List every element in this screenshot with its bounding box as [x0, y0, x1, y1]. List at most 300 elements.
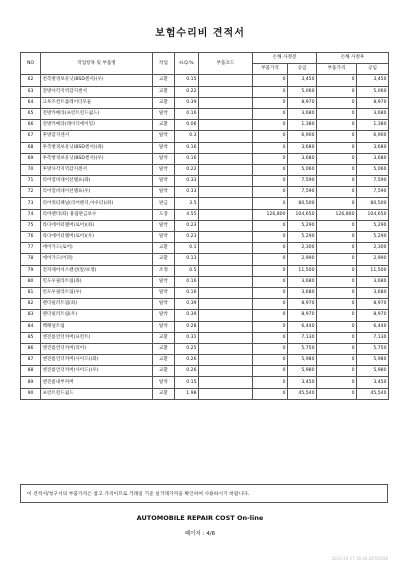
row-hq: 0.15 [175, 377, 199, 388]
row-after-labor: 5,750 [357, 343, 389, 354]
row-part-code [199, 164, 253, 175]
row-hq: 4.55 [175, 209, 199, 220]
row-after-labor: 5,060 [357, 86, 389, 97]
row-before-part-price: 0 [253, 388, 288, 399]
table-row [21, 131, 389, 142]
row-before-labor: 3,680 [288, 276, 317, 287]
row-after-part-price: 0 [317, 321, 357, 332]
row-item-name: 리어컴비네이션램프(우) [41, 187, 153, 198]
row-item-name: 라디에이터램버(로어)(좌) [41, 220, 153, 231]
table-row [21, 120, 389, 131]
row-before-part-price: 0 [253, 287, 288, 298]
row-after-labor: 8,970 [357, 310, 389, 321]
row-work: 판금 [153, 198, 175, 209]
row-work: 탈착 [153, 187, 175, 198]
row-before-labor: 11,500 [288, 265, 317, 276]
row-no: 67 [21, 131, 41, 142]
row-before-labor: 8,970 [288, 310, 317, 321]
table-row [21, 108, 389, 119]
row-after-labor: 3,680 [357, 276, 389, 287]
table-row [21, 332, 389, 343]
row-after-part-price: 0 [317, 198, 357, 209]
row-work: 교환 [153, 97, 175, 108]
row-after-part-price: 0 [317, 276, 357, 287]
row-hq: 0.33 [175, 187, 199, 198]
row-before-part-price: 0 [253, 243, 288, 254]
row-item-name: 전측방경보유닛(BSD센서)(우) [41, 75, 153, 86]
row-part-code [199, 299, 253, 310]
row-before-part-price: 0 [253, 187, 288, 198]
row-after-part-price: 0 [317, 232, 357, 243]
row-item-name: 엔진룸언더커버(사이드)(좌) [41, 355, 153, 366]
row-after-labor: 3,450 [357, 75, 389, 86]
row-item-name: 에어가드(어퍼) [41, 254, 153, 265]
row-work: 교환 [153, 254, 175, 265]
row-before-labor: 3,680 [288, 142, 317, 153]
row-before-part-price: 0 [253, 198, 288, 209]
row-no: 76 [21, 232, 41, 243]
row-hq: 0.16 [175, 153, 199, 164]
row-before-labor: 5,290 [288, 220, 317, 231]
row-before-part-price: 0 [253, 75, 288, 86]
row-no: 90 [21, 388, 41, 399]
row-before-labor: 104,650 [288, 209, 317, 220]
row-before-labor: 8,970 [288, 97, 317, 108]
row-part-code [199, 131, 253, 142]
row-work: 탈착 [153, 220, 175, 231]
row-no: 83 [21, 310, 41, 321]
row-hq: 0.16 [175, 108, 199, 119]
row-after-labor: 3,680 [357, 108, 389, 119]
row-before-part-price: 0 [253, 220, 288, 231]
row-item-name: 리어쿼터패널(리어펜더,아우터)(좌) [41, 198, 153, 209]
row-no: 68 [21, 142, 41, 153]
row-work: 탈착 [153, 153, 175, 164]
row-work: 탈착 [153, 377, 175, 388]
row-hq: 0.39 [175, 310, 199, 321]
row-hq: 0.22 [175, 86, 199, 97]
row-after-part-price: 0 [317, 187, 357, 198]
row-after-part-price: 0 [317, 131, 357, 142]
row-after-labor: 1,380 [357, 120, 389, 131]
table-row [21, 232, 389, 243]
table-row [21, 209, 389, 220]
row-no: 86 [21, 343, 41, 354]
row-work: 교환 [153, 388, 175, 399]
row-after-part-price: 0 [317, 142, 357, 153]
row-before-part-price: 0 [253, 310, 288, 321]
row-hq: 0.26 [175, 366, 199, 377]
row-part-code [199, 366, 253, 377]
row-work: 탈착 [153, 287, 175, 298]
row-hq: 0.39 [175, 299, 199, 310]
header-after-part-price: 부품가격 [317, 64, 357, 75]
row-part-code [199, 232, 253, 243]
row-item-name: 백패널트림 [41, 321, 153, 332]
table-row [21, 220, 389, 231]
row-item-name: 전자제어서스펜션(앞/보정) [41, 265, 153, 276]
table-row [21, 187, 389, 198]
row-after-labor: 8,970 [357, 97, 389, 108]
row-after-part-price: 0 [317, 164, 357, 175]
row-hq: 0.1 [175, 243, 199, 254]
row-no: 87 [21, 355, 41, 366]
row-hq: 0.23 [175, 232, 199, 243]
row-after-labor: 5,290 [357, 220, 389, 231]
row-after-part-price: 0 [317, 299, 357, 310]
header-before-labor: 공임 [288, 64, 317, 75]
row-work: 탈착 [153, 321, 175, 332]
row-after-labor: 7,130 [357, 332, 389, 343]
row-before-part-price: 0 [253, 120, 288, 131]
estimate-table [20, 52, 389, 400]
row-before-labor: 1,380 [288, 120, 317, 131]
table-row [21, 310, 389, 321]
row-no: 74 [21, 209, 41, 220]
row-part-code [199, 243, 253, 254]
row-hq: 0.25 [175, 343, 199, 354]
row-part-code [199, 276, 253, 287]
row-item-name: 후방감지센서 [41, 131, 153, 142]
row-before-part-price: 0 [253, 355, 288, 366]
row-part-code [199, 265, 253, 276]
row-after-labor: 5,060 [357, 164, 389, 175]
table-row [21, 287, 389, 298]
row-after-part-price: 0 [317, 176, 357, 187]
row-before-labor: 3,680 [288, 287, 317, 298]
row-after-labor: 3,450 [357, 377, 389, 388]
row-item-name: 전방카메라(프런트윈드쉴드) [41, 108, 153, 119]
row-before-labor: 5,290 [288, 232, 317, 243]
row-after-labor: 5,980 [357, 355, 389, 366]
row-part-code [199, 254, 253, 265]
row-before-part-price: 0 [253, 153, 288, 164]
row-no: 78 [21, 254, 41, 265]
row-part-code [199, 198, 253, 209]
row-item-name: 프런트윈드쉴드 [41, 388, 153, 399]
row-item-name: 후측방경보유닛(BSD센서)(우) [41, 153, 153, 164]
row-part-code [199, 153, 253, 164]
row-work: 탈착 [153, 176, 175, 187]
row-part-code [199, 321, 253, 332]
row-after-labor: 2,300 [357, 243, 389, 254]
row-before-labor: 5,980 [288, 366, 317, 377]
header-code: 부품코드 [199, 53, 253, 75]
table-row [21, 75, 389, 86]
row-before-labor: 5,060 [288, 86, 317, 97]
row-after-labor: 5,290 [357, 232, 389, 243]
page-title: 보험수리비 견적서 [155, 28, 245, 39]
row-hq: 0.3 [175, 131, 199, 142]
row-part-code [199, 332, 253, 343]
header-after: 손해 사정후 [317, 53, 389, 64]
row-after-labor: 45,540 [357, 388, 389, 399]
row-no: 75 [21, 220, 41, 231]
row-hq: 0.39 [175, 97, 199, 108]
row-before-labor: 5,980 [288, 355, 317, 366]
table-row [21, 198, 389, 209]
table-row [21, 366, 389, 377]
row-work: 탈착 [153, 108, 175, 119]
row-before-labor: 45,540 [288, 388, 317, 399]
table-row [21, 343, 389, 354]
row-before-labor: 2,990 [288, 254, 317, 265]
table-row [21, 355, 389, 366]
row-after-labor: 2,990 [357, 254, 389, 265]
row-before-labor: 7,590 [288, 176, 317, 187]
row-work: 탈착 [153, 310, 175, 321]
row-hq: 1.98 [175, 388, 199, 399]
row-before-part-price: 0 [253, 164, 288, 175]
row-before-part-price: 0 [253, 377, 288, 388]
row-hq: 0.23 [175, 220, 199, 231]
row-part-code [199, 310, 253, 321]
row-no: 63 [21, 86, 41, 97]
row-after-part-price: 0 [317, 254, 357, 265]
row-item-name: 엔진룸언더커버(리어) [41, 343, 153, 354]
row-before-part-price: 0 [253, 86, 288, 97]
row-after-part-price: 0 [317, 86, 357, 97]
row-before-part-price: 0 [253, 276, 288, 287]
row-part-code [199, 388, 253, 399]
table-header [21, 53, 389, 75]
row-before-labor: 3,450 [288, 75, 317, 86]
row-after-labor: 5,980 [357, 366, 389, 377]
page-number: 페이지 : 4/6 [184, 531, 216, 537]
row-work: 탈착 [153, 276, 175, 287]
row-before-part-price: 0 [253, 176, 288, 187]
row-after-part-price: 0 [317, 287, 357, 298]
row-before-labor: 80,500 [288, 198, 317, 209]
row-item-name: 펜더필러트림(우) [41, 310, 153, 321]
row-no: 89 [21, 377, 41, 388]
row-part-code [199, 86, 253, 97]
row-before-part-price: 0 [253, 254, 288, 265]
row-before-part-price: 0 [253, 142, 288, 153]
row-work: 교환 [153, 243, 175, 254]
row-before-labor: 7,130 [288, 332, 317, 343]
row-before-part-price: 0 [253, 343, 288, 354]
row-work: 교환 [153, 86, 175, 97]
row-part-code [199, 209, 253, 220]
row-no: 64 [21, 97, 41, 108]
row-hq: 3.5 [175, 198, 199, 209]
row-part-code [199, 343, 253, 354]
row-before-part-price: 0 [253, 232, 288, 243]
row-after-part-price: 0 [317, 377, 357, 388]
row-no: 77 [21, 243, 41, 254]
table-row [21, 377, 389, 388]
row-after-part-price: 0 [317, 220, 357, 231]
row-item-name: 에어가드(로어) [41, 243, 153, 254]
header-before-part-price: 부품가격 [253, 64, 288, 75]
row-item-name: 전방사각지역감지센서 [41, 86, 153, 97]
row-before-labor: 3,680 [288, 108, 317, 119]
row-part-code [199, 142, 253, 153]
row-after-labor: 3,680 [357, 153, 389, 164]
row-no: 81 [21, 287, 41, 298]
row-part-code [199, 120, 253, 131]
row-part-code [199, 355, 253, 366]
row-after-part-price: 0 [317, 153, 357, 164]
row-hq: 0.5 [175, 265, 199, 276]
row-after-labor: 8,970 [357, 299, 389, 310]
row-before-labor: 7,590 [288, 187, 317, 198]
row-work: 조정 [153, 265, 175, 276]
row-work: 탈착 [153, 299, 175, 310]
table-row [21, 321, 389, 332]
row-after-part-price: 0 [317, 97, 357, 108]
row-before-labor: 6,440 [288, 321, 317, 332]
row-no: 85 [21, 332, 41, 343]
header-hqs: H.Q.% [175, 53, 199, 75]
row-no: 84 [21, 321, 41, 332]
row-item-name: 펜더필러트림(좌) [41, 299, 153, 310]
row-hq: 0.16 [175, 287, 199, 298]
row-before-labor: 2,300 [288, 243, 317, 254]
row-item-name: 엔진룸언더커버(사이드)(우) [41, 366, 153, 377]
row-after-part-price: 0 [317, 355, 357, 366]
row-before-part-price: 0 [253, 108, 288, 119]
row-no: 82 [21, 299, 41, 310]
row-hq: 0.06 [175, 120, 199, 131]
row-before-part-price: 0 [253, 332, 288, 343]
price-notice: 이 견적서/청구서의 부품가격은 참고 가격이므로 거래일 기준 실거래가격을 확인하여 사용하시기 바랍니다. [20, 484, 388, 503]
row-part-code [199, 176, 253, 187]
row-no: 65 [21, 108, 41, 119]
row-part-code [199, 287, 253, 298]
row-after-part-price: 0 [317, 243, 357, 254]
row-hq: 0.22 [175, 164, 199, 175]
row-part-code [199, 187, 253, 198]
footer-brand: AUTOMOBILE REPAIR COST On-line [136, 514, 264, 522]
row-no: 80 [21, 276, 41, 287]
row-no: 70 [21, 164, 41, 175]
row-work: 교환 [153, 120, 175, 131]
row-after-part-price: 0 [317, 332, 357, 343]
row-hq: 0.16 [175, 142, 199, 153]
row-before-part-price: 0 [253, 321, 288, 332]
row-item-name: 라디에이터램버(로어)(우) [41, 232, 153, 243]
table-row [21, 153, 389, 164]
header-before: 손해 사정전 [253, 53, 317, 64]
row-hq: 0.28 [175, 321, 199, 332]
row-after-labor: 6,440 [357, 321, 389, 332]
row-before-labor: 6,900 [288, 131, 317, 142]
row-work: 도장 [153, 209, 175, 220]
row-after-labor: 3,680 [357, 142, 389, 153]
table-row [21, 142, 389, 153]
row-part-code [199, 108, 253, 119]
row-no: 71 [21, 176, 41, 187]
row-no: 73 [21, 198, 41, 209]
row-item-name: 윈도우필라트림(좌) [41, 276, 153, 287]
row-no: 72 [21, 187, 41, 198]
row-before-labor: 3,450 [288, 377, 317, 388]
row-after-part-price: 0 [317, 366, 357, 377]
row-item-name: 후방사각지역감지센서 [41, 164, 153, 175]
row-after-part-price: 126,800 [317, 209, 357, 220]
row-after-labor: 11,500 [357, 265, 389, 276]
row-after-part-price: 0 [317, 310, 357, 321]
row-item-name: 전방카메라(레이더에이밍) [41, 120, 153, 131]
row-after-part-price: 0 [317, 108, 357, 119]
row-part-code [199, 220, 253, 231]
row-hq: 0.13 [175, 254, 199, 265]
table-body [21, 75, 389, 399]
row-before-labor: 5,060 [288, 164, 317, 175]
row-before-part-price: 0 [253, 265, 288, 276]
row-item-name: 리어펜더(좌) 용접판금보수 [41, 209, 153, 220]
row-no: 62 [21, 75, 41, 86]
row-work: 탈착 [153, 142, 175, 153]
row-no: 79 [21, 265, 41, 276]
row-part-code [199, 75, 253, 86]
row-item-name: 크루즈컨트롤레이더모듈 [41, 97, 153, 108]
row-before-part-price: 0 [253, 366, 288, 377]
row-before-part-price: 126,800 [253, 209, 288, 220]
row-work: 탈착 [153, 232, 175, 243]
row-after-labor: 3,680 [357, 287, 389, 298]
row-hq: 0.31 [175, 332, 199, 343]
row-before-part-price: 0 [253, 131, 288, 142]
row-no: 69 [21, 153, 41, 164]
table-row [21, 176, 389, 187]
row-no: 88 [21, 366, 41, 377]
row-before-labor: 8,970 [288, 299, 317, 310]
row-hq: 0.33 [175, 176, 199, 187]
header-no: NO [21, 53, 41, 75]
table-row [21, 276, 389, 287]
row-work: 교환 [153, 366, 175, 377]
row-item-name: 리어컴비네이션램프(좌) [41, 176, 153, 187]
row-after-labor: 6,900 [357, 131, 389, 142]
row-work: 교환 [153, 75, 175, 86]
row-work: 교환 [153, 332, 175, 343]
table-row [21, 97, 389, 108]
row-work: 교환 [153, 355, 175, 366]
header-item: 작업항목 및 부품명 [41, 53, 153, 75]
row-work: 교환 [153, 343, 175, 354]
row-item-name: 엔진룸언더커버(프런트) [41, 332, 153, 343]
row-after-labor: 7,590 [357, 176, 389, 187]
row-before-labor: 3,680 [288, 153, 317, 164]
table-row [21, 86, 389, 97]
row-work: 탈착 [153, 131, 175, 142]
header-work: 작업 [153, 53, 175, 75]
row-item-name: 엔진룸내부커버 [41, 377, 153, 388]
table-row [21, 254, 389, 265]
row-hq: 0.26 [175, 355, 199, 366]
row-work: 탈착 [153, 164, 175, 175]
row-no: 66 [21, 120, 41, 131]
row-after-part-price: 0 [317, 265, 357, 276]
table-row [21, 299, 389, 310]
row-item-name: 후측방경보유닛(BSD센서)(좌) [41, 142, 153, 153]
row-before-part-price: 0 [253, 97, 288, 108]
table-row [21, 164, 389, 175]
row-after-part-price: 0 [317, 388, 357, 399]
row-before-labor: 5,750 [288, 343, 317, 354]
row-before-part-price: 0 [253, 299, 288, 310]
row-after-part-price: 0 [317, 343, 357, 354]
row-part-code [199, 97, 253, 108]
row-after-part-price: 0 [317, 75, 357, 86]
row-after-labor: 7,590 [357, 187, 389, 198]
table-row [21, 265, 389, 276]
row-hq: 0.16 [175, 276, 199, 287]
row-item-name: 윈도우필라트림(우) [41, 287, 153, 298]
